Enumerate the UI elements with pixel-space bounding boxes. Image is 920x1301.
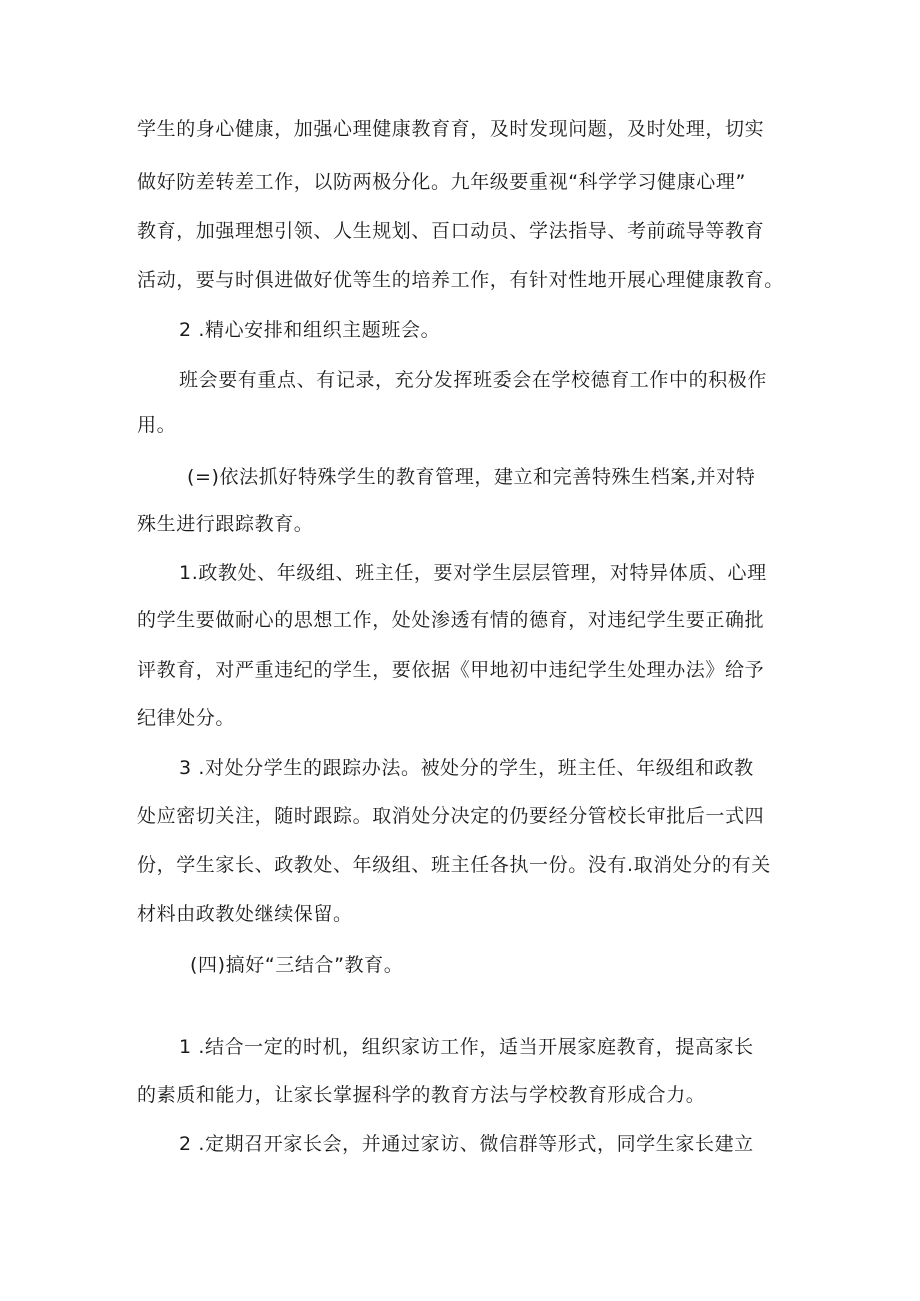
text-line: 学生的身心健康，加强心理健康教育育，及时发现问题，及时处理，切实 — [137, 118, 765, 140]
text-line: 1 .结合一定的时机，组织家访工作，适当开展家庭教育，提高家长 — [179, 1036, 754, 1058]
text-line: 的素质和能力，让家长掌握科学的教育方法与学校教育形成合力。 — [137, 1084, 706, 1106]
text-line: 3 .对处分学生的跟踪办法。被处分的学生，班主任、年级组和政教 — [179, 757, 754, 779]
text-line: 份，学生家长、政教处、年级组、班主任各执一份。没有.取消处分的有关 — [137, 854, 771, 876]
text-line: 的学生要做耐心的思想工作，处处渗透有情的德育，对违纪学生要正确批 — [137, 609, 765, 631]
section-heading: (四)搞好“三结合”教育。 — [190, 954, 404, 976]
text-line: 活动，要与时俱进做好优等生的培养工作，有针对性地开展心理健康教育。 — [137, 269, 784, 291]
text-line: 殊生进行跟踪教育。 — [137, 513, 314, 535]
list-item-heading: 2 .精心安排和组织主题班会。 — [179, 319, 441, 341]
section-heading: (=)依法抓好特殊学生的教育管理，建立和完善特殊生档案,并对特 — [187, 466, 756, 488]
text-line: 1.政教处、年级组、班主任，要对学生层层管理，对特异体质、心理 — [179, 562, 767, 584]
text-line: 材料由政教处继续保留。 — [137, 903, 353, 925]
text-line: 2 .定期召开家长会，并通过家访、微信群等形式，同学生家长建立 — [179, 1133, 754, 1155]
text-line: 教育，加强理想引领、人生规划、百口动员、学法指导、考前疏导等教育 — [137, 220, 765, 242]
text-line: 班会要有重点、有记录，充分发挥班委会在学校德育工作中的积极作 — [179, 369, 768, 391]
text-line: 处应密切关注，随时跟踪。取消处分决定的仍要经分管校长审批后一式四 — [137, 805, 765, 827]
text-line: 评教育，对严重违纪的学生，要依据《甲地初中违纪学生处理办法》给予 — [137, 659, 765, 681]
text-line: 纪律处分。 — [137, 707, 236, 729]
text-line: 用。 — [137, 414, 177, 436]
text-line: 做好防差转差工作，以防两极分化。九年级要重视“科学学习健康心理” — [137, 171, 746, 193]
